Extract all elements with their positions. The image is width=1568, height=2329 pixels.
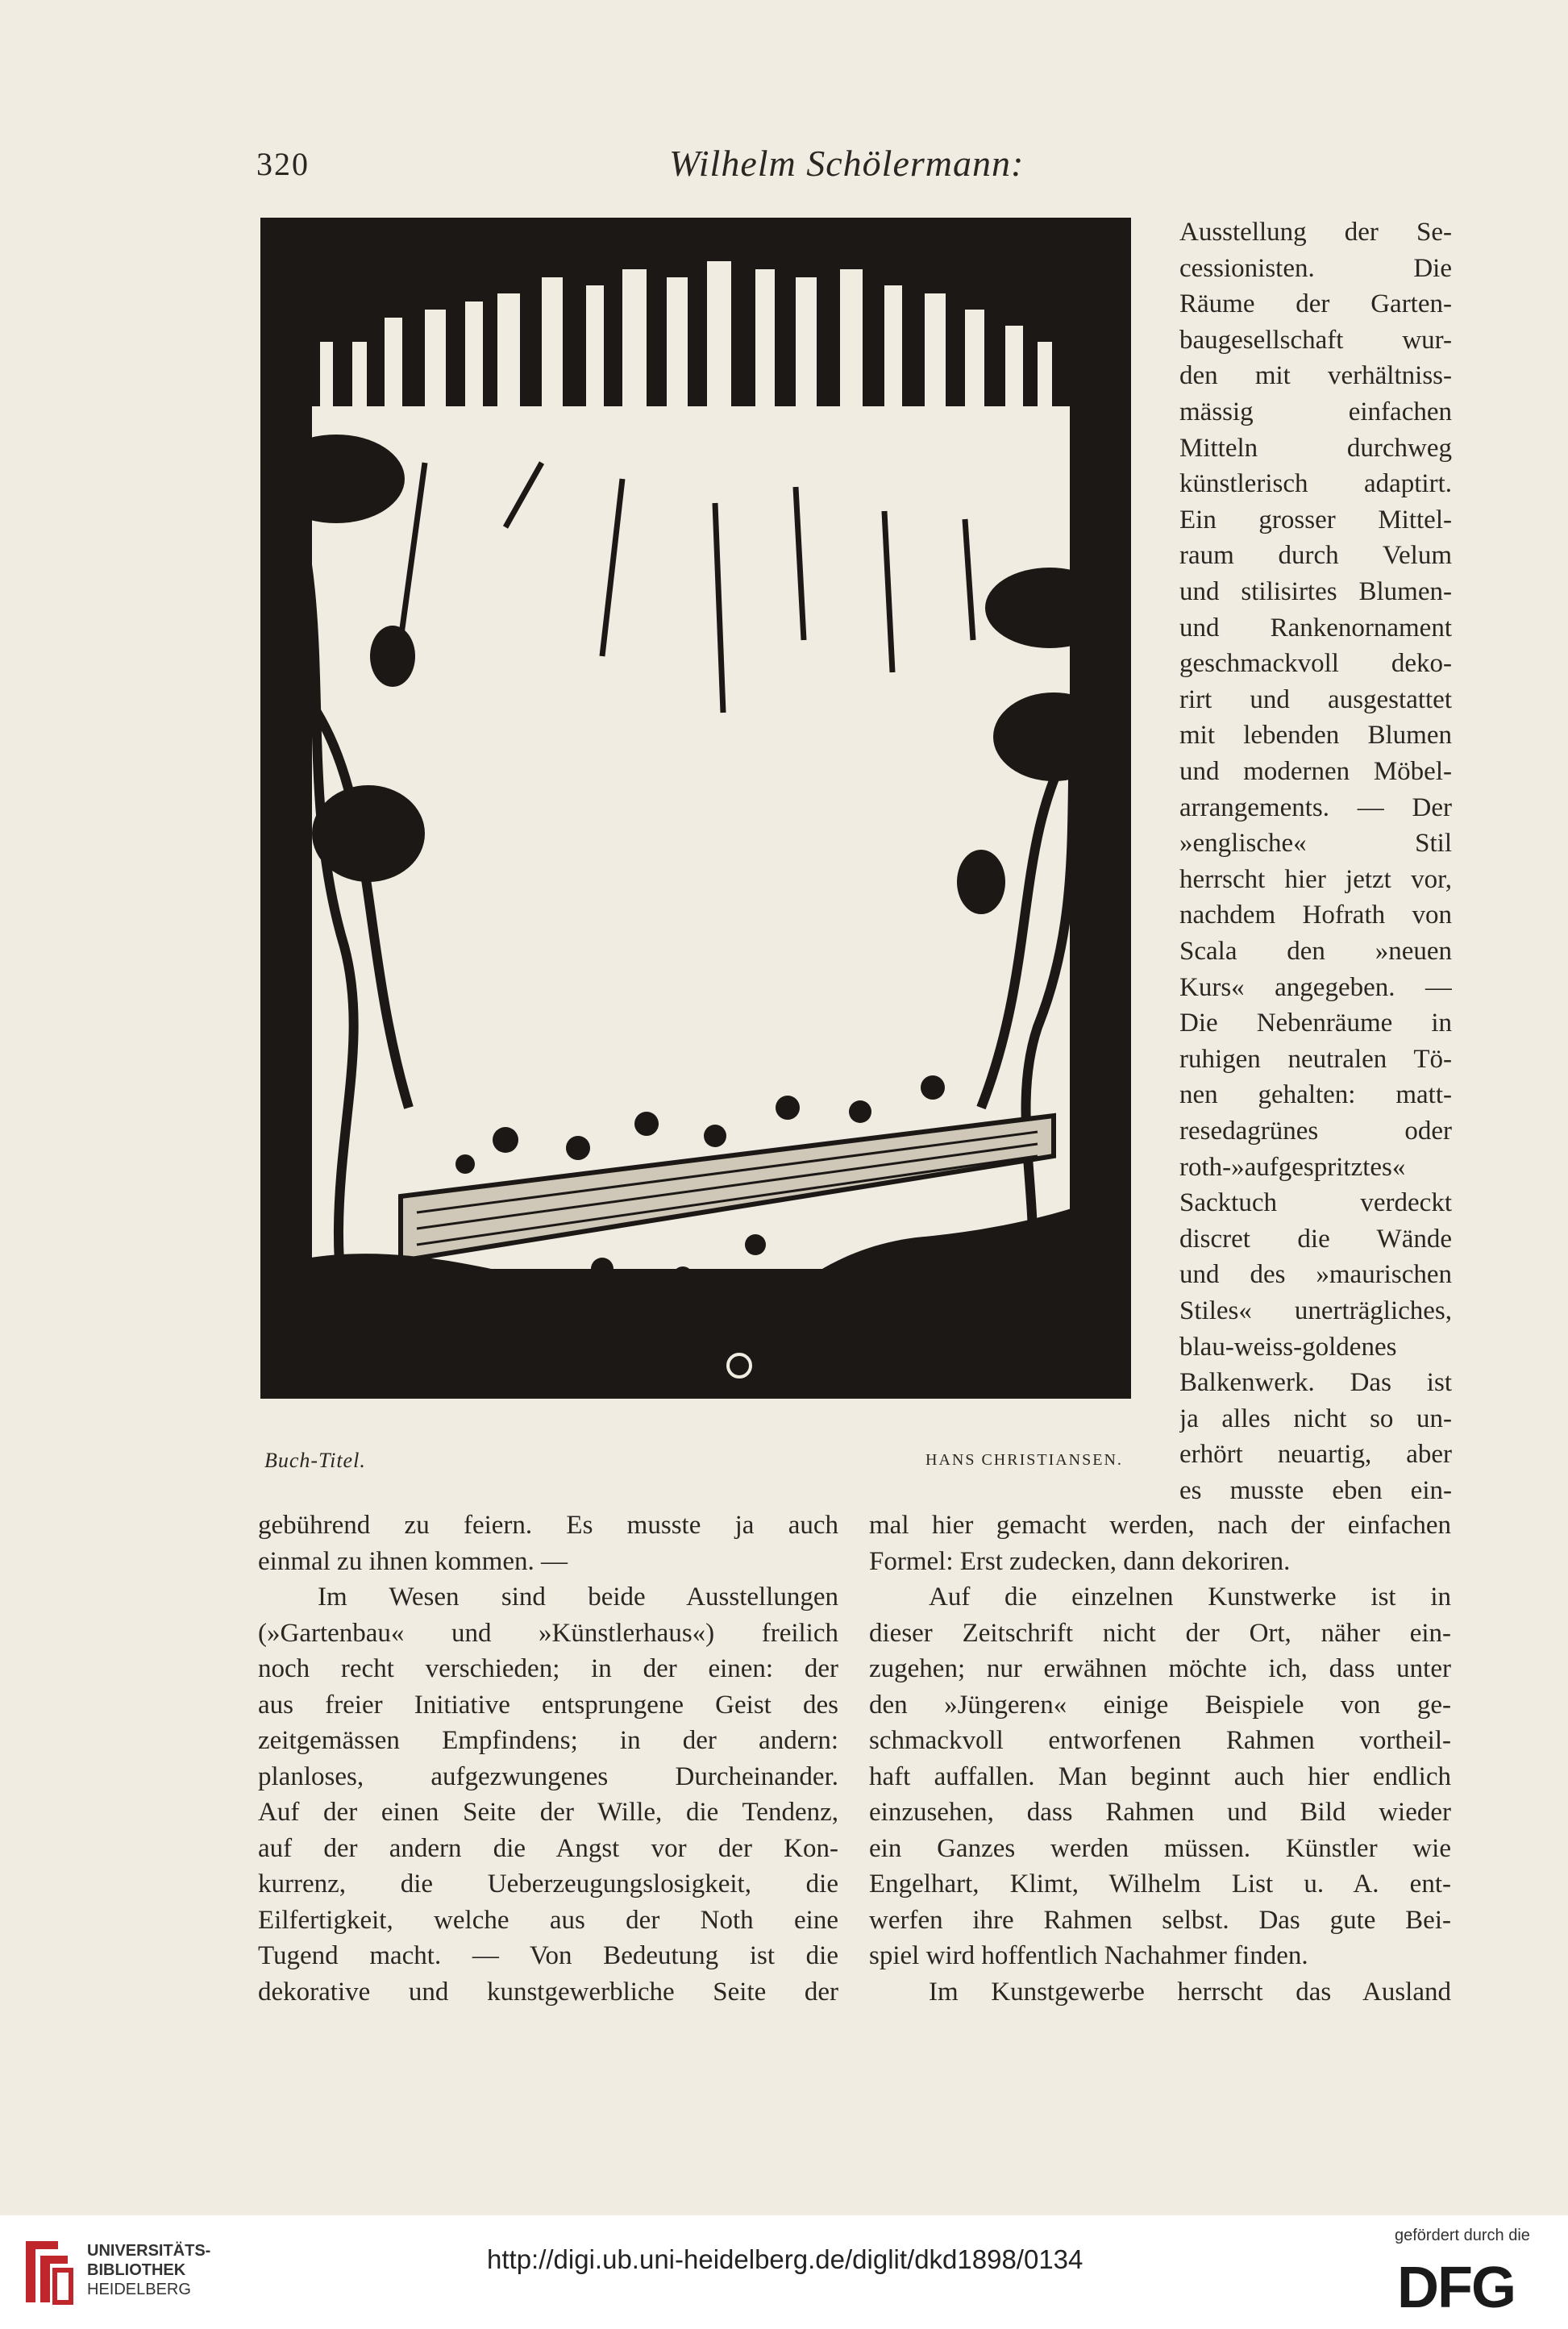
text-line: Mitteln durchweg [1179,433,1452,463]
text-line: gebührend zu feiern. Es musste ja auch [258,1511,838,1540]
text-line: und des »maurischen [1179,1260,1452,1290]
text-line: Ausstellung der Se- [1179,218,1452,247]
text-line: mal hier gemacht werden, nach der einfachen [869,1511,1451,1540]
text-line: baugesellschaft wur- [1179,325,1452,355]
library-name [87,2241,210,2299]
text-line: resedagrünes oder [1179,1117,1452,1146]
text-line: auf der andern die Angst vor der Kon- [258,1833,838,1863]
text-line: cessionisten. Die [1179,253,1452,283]
text-line: Stiles« unerträgliches, [1179,1296,1452,1325]
text-line: aus freier Initiative entsprungene Geist des [258,1690,838,1720]
text-line: discret die Wände [1179,1224,1452,1254]
text-line: Auf der einen Seite der Wille, die Tendenz, [258,1798,838,1827]
text-line: Sacktuch verdeckt [1179,1188,1452,1218]
caption-title: Buch-Titel. [264,1449,366,1472]
text-line: Tugend macht. — Von Bedeutung ist die [258,1941,838,1970]
text-line: (»Gartenbau« und »Künstlerhaus«) freilich [258,1618,838,1648]
text-line: dekorative und kunstgewerbliche Seite der [258,1977,838,2007]
text-line: noch recht verschieden; in der einen: der [258,1654,838,1683]
text-line: zeitgemässen Empfindens; in der andern: [258,1726,838,1755]
source-url-link[interactable]: http://digi.ub.uni-heidelberg.de/diglit/dkd1898/0134 [487,2244,1083,2274]
text-line: Kurs« angegeben. — [1179,972,1452,1002]
text-line: Eilfertigkeit, welche aus der Noth eine [258,1905,838,1935]
text-line: und stilisirtes Blumen- [1179,577,1452,606]
text-line: blau-weiss-goldenes [1179,1332,1397,1362]
text-line: Balkenwerk. Das ist [1179,1368,1452,1398]
text-line: und Rankenornament [1179,613,1452,643]
text-line: zugehen; nur erwähnen möchte ich, dass unter [869,1654,1451,1683]
text-line: haft auffallen. Man beginnt auch hier endlich [869,1761,1451,1791]
text-line: Im Wesen sind beide Ausstellungen [318,1582,838,1612]
text-line: ruhigen neutralen Tö- [1179,1044,1452,1074]
text-line: Im Kunstgewerbe herrscht das Ausland [929,1977,1451,2007]
text-line: den mit verhältniss- [1179,361,1452,391]
running-head: Wilhelm Schölermann: [669,143,1025,184]
text-line: Räume der Garten- [1179,289,1452,319]
text-line: künstlerisch adaptirt. [1179,469,1452,499]
text-line: roth-»aufgespritztes« [1179,1152,1406,1182]
text-line: dieser Zeitschrift nicht der Ort, näher ein- [869,1618,1451,1648]
forest-poppy-woodcut [264,221,1128,1395]
text-line: werfen ihre Rahmen selbst. Das gute Bei- [869,1905,1451,1935]
text-line: nen gehalten: matt- [1179,1080,1452,1110]
text-line: mässig einfachen [1179,397,1452,426]
text-line: Formel: Erst zudecken, dann dekoriren. [869,1546,1291,1576]
text-line: und modernen Möbel- [1179,757,1452,786]
library-line-3: HEIDELBERG [87,2281,191,2298]
text-line: Die Nebenräume in [1179,1009,1452,1038]
text-line: kurrenz, die Ueberzeugungslosigkeit, die [258,1869,838,1899]
digitization-footer [0,2215,1568,2329]
text-line: arrangements. — Der [1179,792,1452,822]
text-line: raum durch Velum [1179,541,1452,571]
text-line: geschmackvoll deko- [1179,649,1452,679]
text-line: rirt und ausgestattet [1179,684,1452,714]
book-title-illustration [260,218,1131,1399]
text-line: Scala den »neuen [1179,937,1452,966]
text-line: mit lebenden Blumen [1179,721,1452,751]
funded-by-label: gefördert durch die [1395,2227,1530,2244]
library-line-1: UNIVERSITÄTS- [87,2242,211,2260]
text-line: den »Jüngeren« einige Beispiele von ge- [869,1690,1451,1720]
foreground-grass-left [264,1254,715,1395]
caption-artist: HANS CHRISTIANSEN. [925,1451,1123,1469]
text-line: einzusehen, dass Rahmen und Bild wieder [869,1798,1451,1827]
library-line-2: BIBLIOTHEK [87,2261,186,2279]
text-line: schmackvoll entworfenen Rahmen vortheil- [869,1726,1451,1755]
text-line: »englische« Stil [1179,829,1452,859]
text-line: spiel wird hoffentlich Nachahmer finden. [869,1941,1308,1970]
dfg-logo: DFG [1397,2256,1515,2320]
text-line: ja alles nicht so un- [1179,1404,1452,1433]
text-line: erhört neuartig, aber [1179,1440,1452,1470]
text-line: nachdem Hofrath von [1179,900,1452,930]
text-line: ein Ganzes werden müssen. Künstler wie [869,1833,1451,1863]
text-line: einmal zu ihnen kommen. — [258,1546,568,1576]
text-line: planloses, aufgezwungenes Durcheinander. [258,1761,838,1791]
text-line: es musste eben ein- [1179,1476,1452,1505]
text-line: Ein grosser Mittel- [1179,505,1452,534]
text-line: Auf die einzelnen Kunstwerke ist in [929,1582,1451,1612]
page-number: 320 [256,146,310,182]
library-logo-icon [18,2233,74,2310]
text-line: herrscht hier jetzt vor, [1179,864,1452,894]
text-line: Engelhart, Klimt, Wilhelm List u. A. ent- [869,1869,1451,1899]
